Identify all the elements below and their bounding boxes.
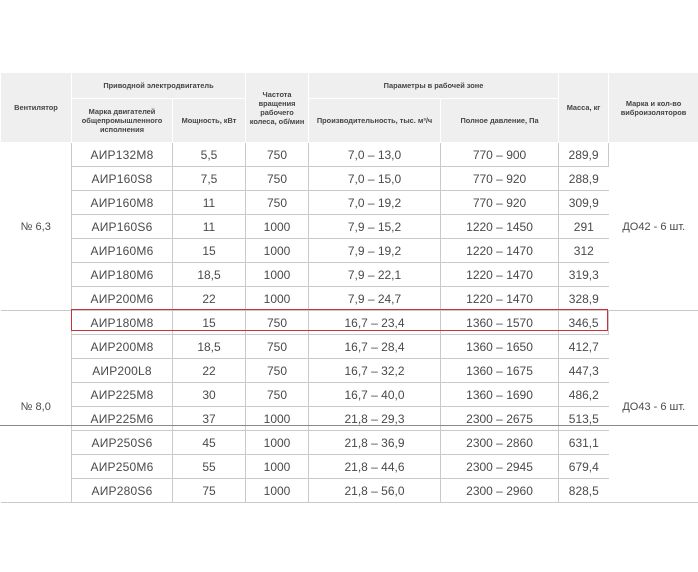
mass-cell: 288,9 (559, 167, 609, 191)
table-row (1, 479, 698, 503)
table-row (1, 239, 698, 263)
capacity-cell: 21,8 – 56,0 (309, 479, 441, 503)
speed-cell: 750 (246, 311, 309, 335)
capacity-cell: 7,9 – 22,1 (309, 263, 441, 287)
motor-cell: АИР250М6 (72, 455, 173, 479)
mass-cell: 312 (559, 239, 609, 263)
motor-cell: АИР200М6 (72, 287, 173, 311)
header-mass: Масса, кг (559, 73, 609, 143)
header-capacity: Производительность, тыс. м³/ч (309, 99, 441, 143)
power-cell: 22 (173, 287, 246, 311)
mass-cell: 828,5 (559, 479, 609, 503)
mass-cell: 309,9 (559, 191, 609, 215)
motor-cell: АИР180М6 (72, 263, 173, 287)
table-row (1, 359, 698, 383)
pressure-cell: 2300 – 2860 (441, 431, 559, 455)
header-motor-mark: Марка двигателей общепромышленного исполнения (72, 99, 173, 143)
capacity-cell: 21,8 – 29,3 (309, 407, 441, 431)
table-row (1, 215, 698, 239)
power-cell: 37 (173, 407, 246, 431)
motor-cell: АИР180М8 (72, 311, 173, 335)
power-cell: 22 (173, 359, 246, 383)
motor-cell: АИР160S6 (72, 215, 173, 239)
speed-cell: 1000 (246, 215, 309, 239)
table-row (1, 167, 698, 191)
speed-cell: 750 (246, 335, 309, 359)
capacity-cell: 21,8 – 36,9 (309, 431, 441, 455)
isolators-cell: ДО42 - 6 шт. (609, 143, 698, 311)
motor-cell: АИР160S8 (72, 167, 173, 191)
speed-cell: 1000 (246, 479, 309, 503)
power-cell: 18,5 (173, 263, 246, 287)
mass-cell: 412,7 (559, 335, 609, 359)
speed-cell: 1000 (246, 431, 309, 455)
header-ventilator: Вентилятор (1, 73, 72, 143)
pressure-cell: 770 – 920 (441, 167, 559, 191)
speed-cell: 750 (246, 167, 309, 191)
pressure-cell: 770 – 920 (441, 191, 559, 215)
motor-cell: АИР160М6 (72, 239, 173, 263)
mass-cell: 291 (559, 215, 609, 239)
motor-cell: АИР280S6 (72, 479, 173, 503)
table-row (1, 191, 698, 215)
power-cell: 30 (173, 383, 246, 407)
speed-cell: 750 (246, 383, 309, 407)
capacity-cell: 7,9 – 24,7 (309, 287, 441, 311)
power-cell: 15 (173, 239, 246, 263)
mass-cell: 346,5 (559, 311, 609, 335)
capacity-cell: 7,9 – 19,2 (309, 239, 441, 263)
table-row (1, 455, 698, 479)
capacity-cell: 16,7 – 32,2 (309, 359, 441, 383)
power-cell: 11 (173, 215, 246, 239)
pressure-cell: 1360 – 1690 (441, 383, 559, 407)
isolators-cell: ДО43 - 6 шт. (609, 311, 698, 503)
power-cell: 18,5 (173, 335, 246, 359)
pressure-cell: 2300 – 2675 (441, 407, 559, 431)
mass-cell: 631,1 (559, 431, 609, 455)
mass-cell: 486,2 (559, 383, 609, 407)
motor-cell: АИР250S6 (72, 431, 173, 455)
speed-cell: 1000 (246, 455, 309, 479)
power-cell: 15 (173, 311, 246, 335)
table-bottom-rule (0, 425, 698, 426)
capacity-cell: 7,9 – 15,2 (309, 215, 441, 239)
pressure-cell: 1220 – 1470 (441, 287, 559, 311)
pressure-cell: 1360 – 1570 (441, 311, 559, 335)
ventilator-cell: № 6,3 (1, 143, 72, 311)
header-motor-group: Приводной электродвигатель (72, 73, 246, 99)
power-cell: 5,5 (173, 143, 246, 167)
pressure-cell: 1220 – 1470 (441, 239, 559, 263)
capacity-cell: 7,0 – 19,2 (309, 191, 441, 215)
power-cell: 11 (173, 191, 246, 215)
speed-cell: 1000 (246, 407, 309, 431)
mass-cell: 447,3 (559, 359, 609, 383)
header-params-group: Параметры в рабочей зоне (309, 73, 559, 99)
table-body (1, 143, 698, 503)
motor-cell: АИР225М8 (72, 383, 173, 407)
capacity-cell: 16,7 – 40,0 (309, 383, 441, 407)
capacity-cell: 7,0 – 15,0 (309, 167, 441, 191)
mass-cell: 328,9 (559, 287, 609, 311)
pressure-cell: 1360 – 1675 (441, 359, 559, 383)
speed-cell: 750 (246, 191, 309, 215)
power-cell: 45 (173, 431, 246, 455)
mass-cell: 679,4 (559, 455, 609, 479)
power-cell: 75 (173, 479, 246, 503)
motor-cell: АИР160М8 (72, 191, 173, 215)
table-row (1, 143, 698, 167)
power-cell: 55 (173, 455, 246, 479)
fan-spec-table (0, 72, 698, 503)
motor-cell: АИР225М6 (72, 407, 173, 431)
pressure-cell: 2300 – 2945 (441, 455, 559, 479)
header-pressure: Полное давление, Па (441, 99, 559, 143)
header-speed: Частота вращения рабочего колеса, об/мин (246, 73, 309, 143)
capacity-cell: 21,8 – 44,6 (309, 455, 441, 479)
mass-cell: 319,3 (559, 263, 609, 287)
speed-cell: 750 (246, 359, 309, 383)
table-row (1, 431, 698, 455)
speed-cell: 750 (246, 143, 309, 167)
pressure-cell: 770 – 900 (441, 143, 559, 167)
header-isolators: Марка и кол-во виброизоляторов (609, 73, 698, 143)
pressure-cell: 2300 – 2960 (441, 479, 559, 503)
mass-cell: 289,9 (559, 143, 609, 167)
table-row (1, 383, 698, 407)
table-row (1, 287, 698, 311)
motor-cell: АИР200L8 (72, 359, 173, 383)
power-cell: 7,5 (173, 167, 246, 191)
capacity-cell: 7,0 – 13,0 (309, 143, 441, 167)
table-row (1, 407, 698, 431)
motor-cell: АИР200М8 (72, 335, 173, 359)
speed-cell: 1000 (246, 239, 309, 263)
pressure-cell: 1360 – 1650 (441, 335, 559, 359)
table-row (1, 263, 698, 287)
capacity-cell: 16,7 – 28,4 (309, 335, 441, 359)
motor-cell: АИР132М8 (72, 143, 173, 167)
speed-cell: 1000 (246, 263, 309, 287)
mass-cell: 513,5 (559, 407, 609, 431)
ventilator-cell: № 8,0 (1, 311, 72, 503)
speed-cell: 1000 (246, 287, 309, 311)
table-row (1, 311, 698, 335)
spec-table-container (0, 72, 698, 503)
table-row (1, 335, 698, 359)
header-power: Мощность, кВт (173, 99, 246, 143)
capacity-cell: 16,7 – 23,4 (309, 311, 441, 335)
pressure-cell: 1220 – 1470 (441, 263, 559, 287)
pressure-cell: 1220 – 1450 (441, 215, 559, 239)
